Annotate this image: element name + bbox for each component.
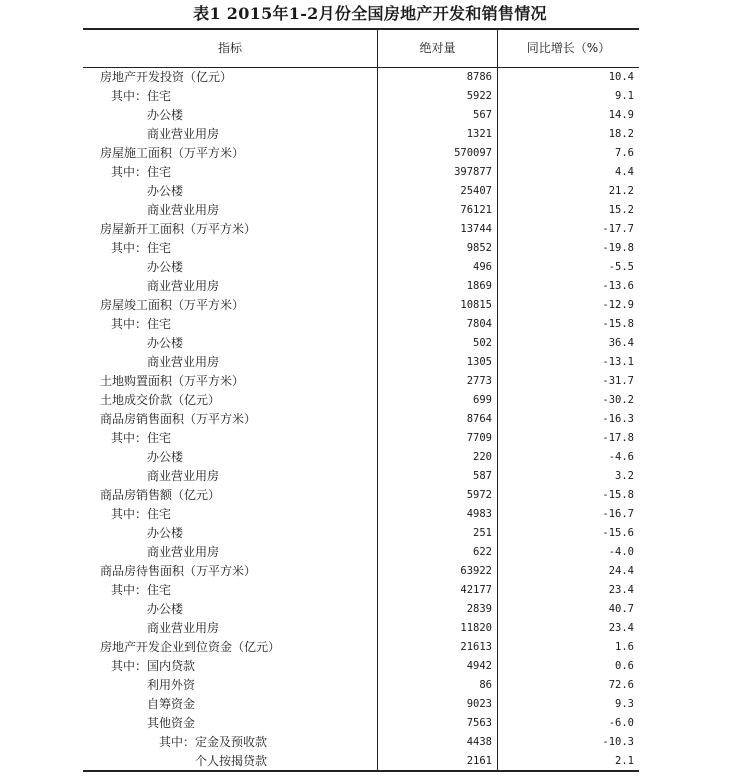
row-label: 土地成交价款（亿元）	[100, 393, 221, 407]
table-row	[83, 68, 639, 87]
table-row	[83, 619, 639, 638]
table-header	[83, 30, 639, 68]
row-label: 商业营业用房	[147, 621, 220, 635]
row-absolute-value: 699	[473, 394, 492, 406]
row-yoy-growth: -10.3	[602, 736, 634, 748]
header-absolute: 绝对量	[419, 41, 456, 55]
table-row	[83, 543, 639, 562]
row-yoy-growth: -15.6	[602, 527, 634, 539]
row-yoy-growth: 24.4	[608, 565, 634, 577]
row-absolute-value: 567	[473, 109, 492, 121]
row-label: 房屋新开工面积（万平方米）	[100, 222, 257, 236]
row-absolute-value: 220	[473, 451, 492, 463]
table-row	[83, 106, 639, 125]
table-row	[83, 391, 639, 410]
row-label: 其中：住宅	[111, 431, 172, 445]
row-yoy-growth: 9.3	[615, 698, 634, 710]
row-yoy-growth: 36.4	[608, 337, 634, 349]
row-yoy-growth: -13.1	[602, 356, 634, 368]
row-label: 商品房待售面积（万平方米）	[100, 564, 257, 578]
table-body	[83, 68, 639, 771]
row-yoy-growth: 15.2	[608, 204, 634, 216]
table-row	[83, 562, 639, 581]
row-label: 商业营业用房	[147, 355, 220, 369]
table-row	[83, 144, 639, 163]
row-absolute-value: 11820	[460, 622, 492, 634]
row-label: 其中：住宅	[111, 507, 172, 521]
row-yoy-growth: -4.6	[608, 451, 634, 463]
row-yoy-growth: -30.2	[602, 394, 634, 406]
row-absolute-value: 10815	[460, 299, 492, 311]
row-yoy-growth: -16.7	[602, 508, 634, 520]
row-absolute-value: 9852	[466, 242, 492, 254]
table-row	[83, 600, 639, 619]
table-row	[83, 695, 639, 714]
table-row	[83, 524, 639, 543]
row-absolute-value: 9023	[466, 698, 492, 710]
row-label: 其中：住宅	[111, 89, 172, 103]
row-yoy-growth: 1.6	[615, 641, 634, 653]
table-row	[83, 201, 639, 220]
table-row	[83, 429, 639, 448]
table-title: 表1 2015年1-2月份全国房地产开发和销售情况	[193, 4, 547, 23]
row-absolute-value: 63922	[460, 565, 492, 577]
row-label: 自筹资金	[147, 697, 196, 711]
row-absolute-value: 1321	[466, 128, 492, 140]
row-absolute-value: 4942	[466, 660, 492, 672]
row-label: 商品房销售面积（万平方米）	[100, 412, 257, 426]
row-absolute-value: 570097	[454, 147, 492, 159]
table-row	[83, 733, 639, 752]
row-yoy-growth: -31.7	[602, 375, 634, 387]
row-label: 商业营业用房	[147, 469, 220, 483]
row-absolute-value: 25407	[460, 185, 492, 197]
table-row	[83, 182, 639, 201]
table-row	[83, 296, 639, 315]
table-row	[83, 505, 639, 524]
row-label: 其他资金	[147, 716, 196, 730]
row-label: 商业营业用房	[147, 545, 220, 559]
row-label: 办公楼	[147, 184, 184, 198]
table-row	[83, 638, 639, 657]
row-yoy-growth: 23.4	[608, 584, 634, 596]
row-label: 商业营业用房	[147, 279, 220, 293]
row-label: 其中：住宅	[111, 317, 172, 331]
row-yoy-growth: -15.8	[602, 318, 634, 330]
table-row	[83, 125, 639, 144]
row-absolute-value: 5922	[466, 90, 492, 102]
row-label: 办公楼	[147, 602, 184, 616]
row-yoy-growth: 9.1	[615, 90, 634, 102]
table-row	[83, 87, 639, 106]
table-row	[83, 239, 639, 258]
row-label: 商业营业用房	[147, 127, 220, 141]
table-row	[83, 410, 639, 429]
row-absolute-value: 251	[473, 527, 492, 539]
row-yoy-growth: 4.4	[615, 166, 634, 178]
table-row	[83, 448, 639, 467]
table-row	[83, 581, 639, 600]
row-absolute-value: 76121	[460, 204, 492, 216]
row-absolute-value: 8786	[466, 71, 492, 83]
row-absolute-value: 86	[479, 679, 492, 691]
row-yoy-growth: -5.5	[608, 261, 634, 273]
row-absolute-value: 496	[473, 261, 492, 273]
row-absolute-value: 397877	[454, 166, 492, 178]
row-yoy-growth: 21.2	[608, 185, 634, 197]
row-yoy-growth: 72.6	[608, 679, 634, 691]
row-absolute-value: 2161	[466, 755, 492, 767]
row-absolute-value: 7563	[466, 717, 492, 729]
row-yoy-growth: -15.8	[602, 489, 634, 501]
row-label: 其中：住宅	[111, 165, 172, 179]
row-yoy-growth: 2.1	[615, 755, 634, 767]
row-yoy-growth: -6.0	[608, 717, 634, 729]
row-label: 其中：定金及预收款	[159, 735, 268, 749]
row-label: 房地产开发投资（亿元）	[100, 70, 233, 84]
table-row	[83, 277, 639, 296]
table-row	[83, 258, 639, 277]
row-yoy-growth: 3.2	[615, 470, 634, 482]
row-absolute-value: 5972	[466, 489, 492, 501]
row-yoy-growth: 23.4	[608, 622, 634, 634]
table-row	[83, 220, 639, 239]
row-label: 其中：国内贷款	[111, 659, 196, 673]
table-row	[83, 163, 639, 182]
row-yoy-growth: 0.6	[615, 660, 634, 672]
row-absolute-value: 21613	[460, 641, 492, 653]
row-absolute-value: 13744	[460, 223, 492, 235]
row-absolute-value: 4438	[466, 736, 492, 748]
row-absolute-value: 8764	[466, 413, 492, 425]
row-label: 个人按揭贷款	[195, 754, 268, 768]
row-label: 其中：住宅	[111, 583, 172, 597]
row-absolute-value: 7804	[466, 318, 492, 330]
row-yoy-growth: -17.7	[602, 223, 634, 235]
row-absolute-value: 2773	[466, 375, 492, 387]
row-label: 商业营业用房	[147, 203, 220, 217]
row-absolute-value: 1869	[466, 280, 492, 292]
row-label: 办公楼	[147, 450, 184, 464]
row-yoy-growth: -4.0	[608, 546, 634, 558]
table-row	[83, 657, 639, 676]
row-absolute-value: 7709	[466, 432, 492, 444]
row-label: 房屋施工面积（万平方米）	[100, 146, 245, 160]
row-label: 其中：住宅	[111, 241, 172, 255]
row-yoy-growth: -13.6	[602, 280, 634, 292]
header-indicator: 指标	[217, 41, 242, 55]
row-absolute-value: 1305	[466, 356, 492, 368]
row-label: 办公楼	[147, 260, 184, 274]
row-yoy-growth: -12.9	[602, 299, 634, 311]
table-bottom-rule	[83, 770, 639, 772]
row-yoy-growth: 10.4	[608, 71, 634, 83]
table-row	[83, 334, 639, 353]
table-row	[83, 486, 639, 505]
table-row	[83, 372, 639, 391]
table-row	[83, 353, 639, 372]
row-label: 房屋竣工面积（万平方米）	[100, 298, 245, 312]
header-yoy: 同比增长（%）	[526, 41, 611, 55]
row-label: 办公楼	[147, 108, 184, 122]
row-yoy-growth: -17.8	[602, 432, 634, 444]
row-absolute-value: 2839	[466, 603, 492, 615]
row-yoy-growth: 14.9	[608, 109, 634, 121]
row-absolute-value: 622	[473, 546, 492, 558]
row-yoy-growth: 40.7	[608, 603, 634, 615]
table-row	[83, 315, 639, 334]
row-yoy-growth: 7.6	[615, 147, 634, 159]
row-label: 商品房销售额（亿元）	[100, 488, 221, 502]
table-row	[83, 752, 639, 771]
row-yoy-growth: -16.3	[602, 413, 634, 425]
row-label: 利用外资	[147, 678, 196, 692]
table-row	[83, 714, 639, 733]
row-yoy-growth: 18.2	[608, 128, 634, 140]
row-label: 土地购置面积（万平方米）	[100, 374, 245, 388]
row-label: 办公楼	[147, 336, 184, 350]
row-label: 房地产开发企业到位资金（亿元）	[100, 640, 281, 654]
row-yoy-growth: -19.8	[602, 242, 634, 254]
row-absolute-value: 4983	[466, 508, 492, 520]
table-row	[83, 467, 639, 486]
table-row	[83, 676, 639, 695]
row-absolute-value: 42177	[460, 584, 492, 596]
row-absolute-value: 502	[473, 337, 492, 349]
row-absolute-value: 587	[473, 470, 492, 482]
row-label: 办公楼	[147, 526, 184, 540]
